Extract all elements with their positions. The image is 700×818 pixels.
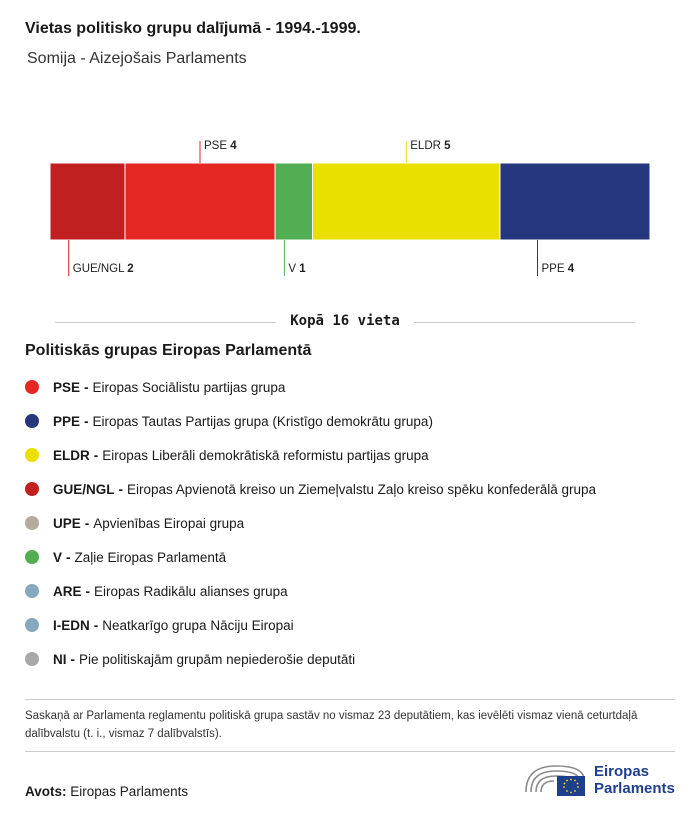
segment-group-name: ELDR [410, 140, 445, 152]
legend-description: Eiropas Sociālistu partijas grupa [92, 379, 286, 395]
legend-abbr: I-EDN [53, 617, 90, 633]
segment-value: 2 [127, 263, 134, 275]
segment-label [542, 263, 575, 275]
legend-item [25, 404, 596, 438]
legend-description: Eiropas Liberāli demokrātiskā reformistu partijas grupa [102, 447, 429, 463]
note-divider-bottom [25, 751, 675, 752]
legend-separator: - [66, 549, 71, 565]
legend-description: Pie politiskajām grupām nepiederošie deputāti [79, 651, 356, 667]
legend-description: Eiropas Tautas Partijas grupa (Kristīgo demokrātu grupa) [92, 413, 433, 429]
legend-color-dot [25, 482, 39, 496]
legend-abbr: ARE [53, 583, 82, 599]
legend-separator: - [84, 413, 89, 429]
legend-color-dot [25, 516, 39, 530]
stacked-bar-chart [0, 130, 700, 290]
legend-abbr: GUE/NGL [53, 481, 115, 497]
legend-description: Eiropas Apvienotā kreiso un Ziemeļvalstu Zaļo kreiso spēku konfederālā grupa [127, 481, 597, 497]
legend-abbr: UPE [53, 515, 81, 531]
ep-logo [522, 762, 675, 798]
segment-value: 4 [230, 140, 237, 152]
bar-segment-pse [125, 163, 275, 240]
legend-abbr: PPE [53, 413, 81, 429]
footnote: Saskaņā ar Parlamenta reglamentu politiskā grupa sastāv no vismaz 23 deputātiem, kas ievēlēti vismaz vienā ceturtdaļā dalībvalstu (t. i., vismaz 7 dalībvalstīs). [25, 710, 638, 740]
total-label: Kopā 16 vieta [276, 313, 414, 329]
legend-item [25, 540, 596, 574]
segment-value: 1 [299, 263, 306, 275]
segment-label [410, 140, 451, 152]
segment-value: 5 [444, 140, 451, 152]
legend-abbr: ELDR [53, 447, 90, 463]
legend-separator: - [85, 583, 91, 599]
legend-description: Zaļie Eiropas Parlamentā [74, 549, 227, 565]
legend-color-dot [25, 584, 39, 598]
segment-label [288, 263, 306, 275]
legend-abbr: NI [53, 651, 67, 667]
segment-group-name: PPE [541, 263, 568, 275]
legend-abbr: V [53, 549, 63, 565]
chart-subtitle: Somija - Aizejošais Parlaments [27, 50, 247, 67]
source-value: Eiropas Parlaments [70, 784, 189, 799]
legend-color-dot [25, 380, 39, 394]
logo-line-1: Eiropas [594, 763, 650, 780]
legend-description: Neatkarīgo grupa Nāciju Eiropai [102, 617, 294, 633]
legend-color-dot [25, 550, 39, 564]
legend-color-dot [25, 618, 39, 632]
legend-separator: - [93, 617, 99, 633]
segment-group-name: PSE [204, 140, 231, 152]
logo-text [594, 763, 675, 797]
source-line [25, 784, 188, 799]
legend-separator: - [84, 515, 90, 531]
legend-separator: - [70, 651, 75, 667]
legend-item [25, 574, 596, 608]
segment-label [73, 263, 134, 275]
legend-color-dot [25, 414, 39, 428]
legend-item [25, 472, 596, 506]
legend-item [25, 370, 596, 404]
bar-segment-eldr [313, 163, 501, 240]
legend-item [25, 506, 596, 540]
logo-line-2: Parlaments [594, 780, 675, 797]
total-seats [55, 313, 635, 331]
segment-group-name: V [288, 263, 300, 275]
note-divider-top [25, 699, 675, 700]
legend-item [25, 642, 596, 676]
legend-description: Apvienības Eiropai grupa [93, 515, 245, 531]
european-parliament-logo-icon [522, 762, 586, 798]
legend-separator: - [93, 447, 99, 463]
legend-separator: - [118, 481, 124, 497]
segment-group-name: GUE/NGL [72, 263, 128, 275]
bar-segment-v [275, 163, 313, 240]
legend-item [25, 608, 596, 642]
legend-title: Politiskās grupas Eiropas Parlamentā [25, 342, 312, 359]
legend-separator: - [84, 379, 89, 395]
legend-item [25, 438, 596, 472]
legend-color-dot [25, 448, 39, 462]
segment-label [204, 140, 237, 152]
legend [25, 370, 596, 676]
bar-segment-ppe [500, 163, 650, 240]
bar-segment-gue-ngl [50, 163, 125, 240]
segment-value: 4 [567, 263, 575, 275]
source-label: Avots: [25, 784, 67, 799]
legend-abbr: PSE [53, 379, 81, 395]
legend-description: Eiropas Radikālu alianses grupa [94, 583, 288, 599]
legend-color-dot [25, 652, 39, 666]
chart-title: Vietas politisko grupu dalījumā - 1994.-1999. [25, 20, 361, 37]
